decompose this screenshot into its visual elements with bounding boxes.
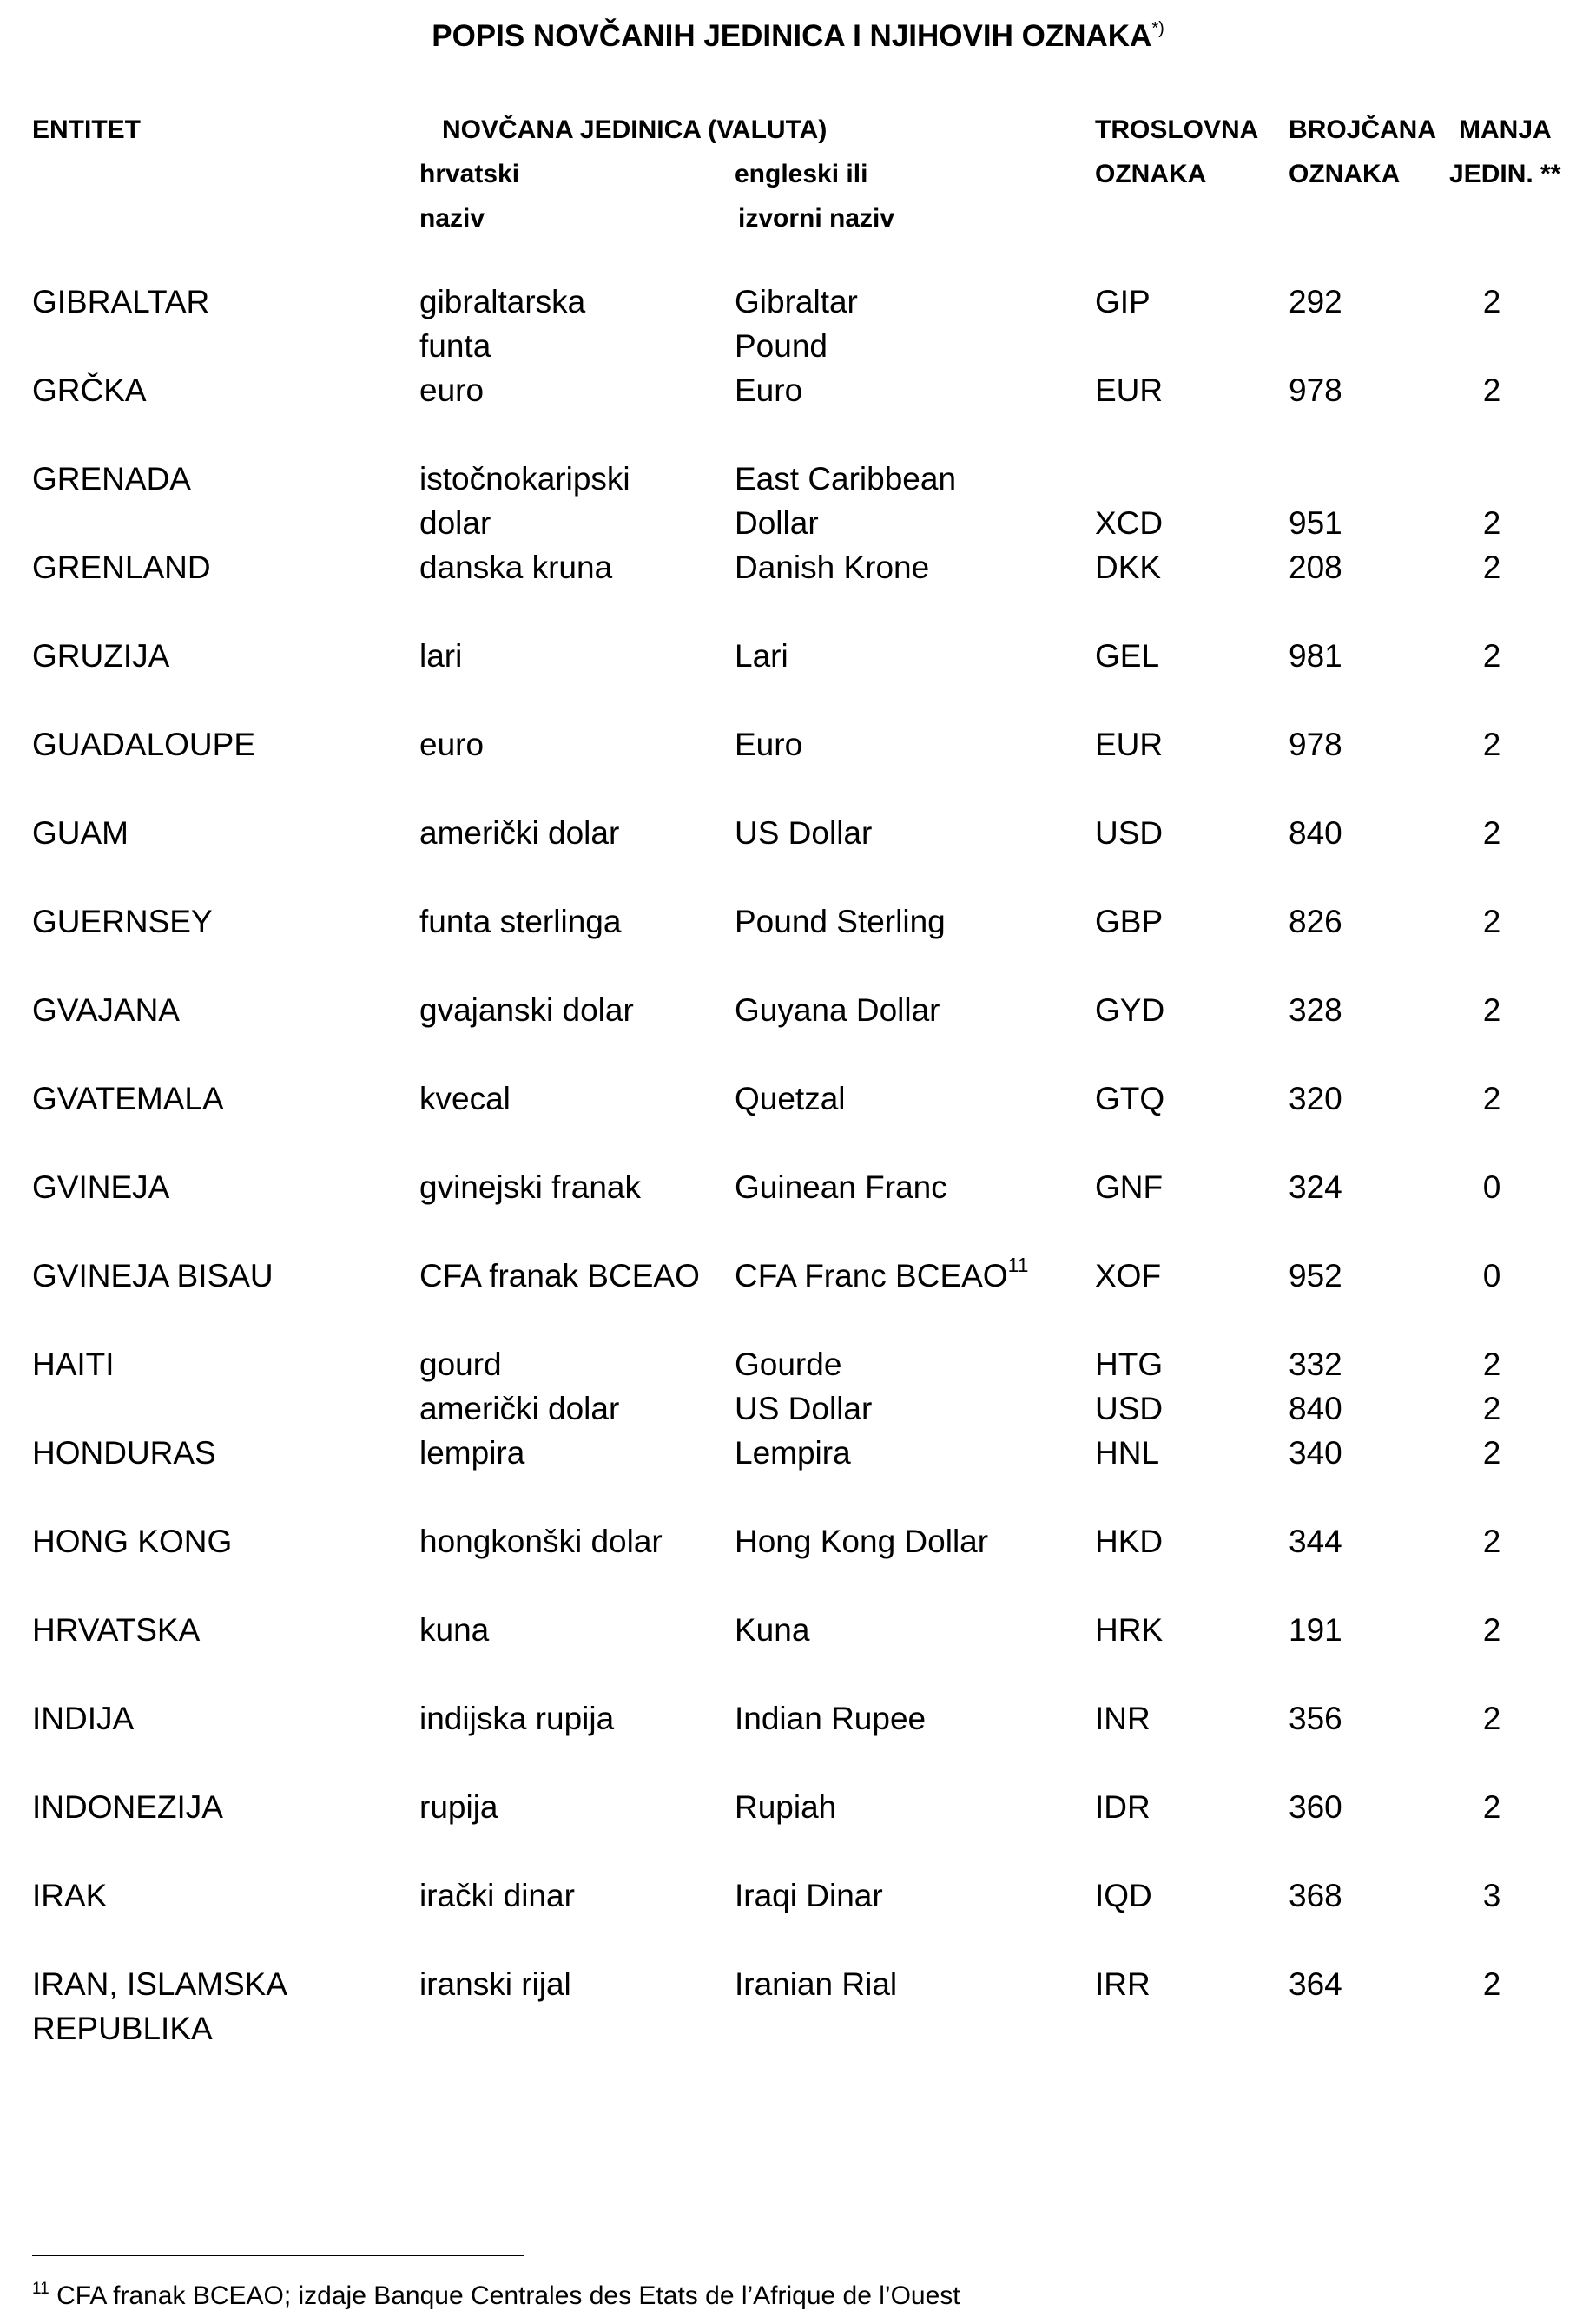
entity-cell xyxy=(32,1431,397,1475)
entity-cell-text: HONDURAS xyxy=(32,1435,216,1471)
entity-cell xyxy=(32,280,397,324)
alpha-code-cell xyxy=(1095,457,1163,545)
alpha-code-cell-text: HKD xyxy=(1095,1524,1164,1559)
entity-cell-text: HONG KONG xyxy=(32,1524,233,1559)
croatian-name-cell xyxy=(419,1254,700,1298)
entity-cell-text: GUADALOUPE xyxy=(32,727,256,762)
entity-cell-text: HRVATSKA xyxy=(32,1612,201,1648)
entity-cell xyxy=(32,1342,397,1386)
minor-unit-cell-text: 2 xyxy=(1482,1435,1501,1471)
title-footnote-mark: *) xyxy=(1151,19,1164,38)
numeric-code-cell xyxy=(1289,1519,1342,1564)
numeric-code-cell-text: 978 xyxy=(1289,727,1342,762)
table-row xyxy=(0,1342,1596,1426)
entity-cell-text: GVINEJA xyxy=(32,1169,170,1205)
numeric-code-cell-text: 324 xyxy=(1289,1169,1342,1205)
minor-unit-cell-text: 2 xyxy=(1482,1524,1501,1559)
table-row xyxy=(0,811,1596,855)
croatian-name-cell-text: gvajanski dolar xyxy=(419,992,634,1028)
table-row xyxy=(0,722,1596,767)
entity-cell-text: GVAJANA xyxy=(32,992,180,1028)
entity-cell xyxy=(32,1873,397,1918)
croatian-name-cell xyxy=(419,1696,614,1741)
numeric-code-cell xyxy=(1289,368,1342,412)
english-name-cell xyxy=(735,722,802,767)
alpha-code-cell xyxy=(1095,1962,1151,2006)
header-currency-group: NOVČANA JEDINICA (VALUTA) xyxy=(442,115,828,144)
numeric-code-cell-text: 320 xyxy=(1289,1081,1342,1116)
minor-unit-cell-text: 2 xyxy=(1482,904,1501,939)
header-numeric-1: BROJČANA xyxy=(1289,115,1437,144)
table-row xyxy=(0,899,1596,944)
alpha-code-cell xyxy=(1095,722,1163,767)
entity-cell-text: IRAK xyxy=(32,1878,108,1913)
numeric-code-cell xyxy=(1289,634,1342,678)
entity-cell-text: GUAM xyxy=(32,815,129,851)
alpha-code-cell xyxy=(1095,1519,1163,1564)
numeric-code-cell xyxy=(1289,1962,1342,2006)
english-name-cell xyxy=(735,280,858,368)
footnote xyxy=(32,2280,960,2311)
numeric-code-cell-text: 364 xyxy=(1289,1966,1342,2002)
croatian-name-cell-text: euro xyxy=(419,727,485,762)
minor-unit-cell xyxy=(1467,988,1516,1032)
english-name-cell-text: Guinean Franc xyxy=(735,1169,947,1205)
english-name-cell xyxy=(735,1165,947,1209)
footnote-reference: 11 xyxy=(1007,1254,1029,1276)
numeric-code-cell-text: 978 xyxy=(1289,372,1342,408)
minor-unit-cell xyxy=(1467,280,1516,324)
english-name-cell-text: Iraqi Dinar xyxy=(735,1878,883,1913)
croatian-name-cell xyxy=(419,1873,575,1918)
entity-cell xyxy=(32,1962,397,2051)
numeric-code-cell xyxy=(1289,899,1342,944)
minor-unit-cell xyxy=(1467,1431,1516,1475)
croatian-name-cell-text: rupija xyxy=(419,1789,498,1825)
numeric-code-cell xyxy=(1289,988,1342,1032)
minor-unit-cell-text: 2 xyxy=(1482,505,1501,541)
entity-cell xyxy=(32,1254,397,1298)
english-name-cell xyxy=(735,1962,897,2006)
entity-cell-text: GIBRALTAR xyxy=(32,284,210,319)
numeric-code-cell-text: 191 xyxy=(1289,1612,1342,1648)
minor-unit-cell xyxy=(1467,1254,1516,1298)
alpha-code-cell xyxy=(1095,1608,1163,1652)
minor-unit-cell xyxy=(1467,634,1516,678)
minor-unit-cell-text: 2 xyxy=(1482,1612,1501,1648)
header-alpha-2: OZNAKA xyxy=(1095,160,1207,188)
numeric-code-cell-text: 208 xyxy=(1289,550,1342,585)
english-name-cell xyxy=(735,368,802,412)
table-row xyxy=(0,1165,1596,1209)
entity-cell xyxy=(32,1076,397,1121)
table-row xyxy=(0,1873,1596,1918)
alpha-code-cell xyxy=(1095,1342,1163,1431)
english-name-cell-text: Hong Kong Dollar xyxy=(735,1524,989,1559)
croatian-name-cell-text: funta sterlinga xyxy=(419,904,622,939)
croatian-name-cell xyxy=(419,280,585,368)
numeric-code-cell-text: 981 xyxy=(1289,638,1342,674)
table-row xyxy=(0,1519,1596,1564)
minor-unit-cell xyxy=(1467,1608,1516,1652)
croatian-name-cell xyxy=(419,1165,641,1209)
alpha-code-cell xyxy=(1095,1785,1151,1829)
minor-unit-cell xyxy=(1467,1342,1516,1431)
footnote-number: 11 xyxy=(32,2280,49,2298)
alpha-code-cell-text: IQD xyxy=(1095,1878,1152,1913)
alpha-code-cell-text: GEL xyxy=(1095,638,1160,674)
croatian-name-cell-text: gibraltarska funta xyxy=(419,284,586,364)
numeric-code-cell-text: 344 xyxy=(1289,1524,1342,1559)
croatian-name-cell xyxy=(419,1431,524,1475)
minor-unit-cell-text: 2 xyxy=(1482,815,1501,851)
entity-cell xyxy=(32,811,397,855)
croatian-name-cell xyxy=(419,545,612,589)
minor-unit-cell xyxy=(1467,1076,1516,1121)
numeric-code-cell-text: 292 xyxy=(1289,284,1342,319)
table-row xyxy=(0,1962,1596,2051)
table-row xyxy=(0,634,1596,678)
english-name-cell xyxy=(735,988,940,1032)
minor-unit-cell xyxy=(1467,545,1516,589)
croatian-name-cell-text: iranski rijal xyxy=(419,1966,571,2002)
header-alpha-1: TROSLOVNA xyxy=(1095,115,1259,144)
alpha-code-cell xyxy=(1095,545,1161,589)
alpha-code-cell-text: IDR xyxy=(1095,1789,1151,1825)
alpha-code-cell xyxy=(1095,1431,1159,1475)
alpha-code-cell xyxy=(1095,1696,1151,1741)
header-entity: ENTITET xyxy=(32,115,141,144)
english-name-cell-text: Euro xyxy=(735,372,803,408)
english-name-cell-text: East Caribbean Dollar xyxy=(735,461,957,541)
table-row xyxy=(0,280,1596,364)
alpha-code-cell xyxy=(1095,899,1163,944)
header-numeric-2: OZNAKA xyxy=(1289,160,1401,188)
minor-unit-cell-text: 2 xyxy=(1482,1081,1501,1116)
alpha-code-cell-text: GYD xyxy=(1095,992,1165,1028)
english-name-cell xyxy=(735,457,956,545)
alpha-code-cell xyxy=(1095,368,1163,412)
minor-unit-cell-text: 2 xyxy=(1482,727,1501,762)
english-name-cell xyxy=(735,1076,846,1121)
english-name-cell-text: Lempira xyxy=(735,1435,851,1471)
numeric-code-cell-text: 356 xyxy=(1289,1701,1342,1736)
entity-cell-text: GUERNSEY xyxy=(32,904,213,939)
minor-unit-cell-text: 2 xyxy=(1482,992,1501,1028)
numeric-code-cell-text: 368 xyxy=(1289,1878,1342,1913)
entity-cell-text: GRČKA xyxy=(32,372,147,408)
croatian-name-cell xyxy=(419,368,484,412)
minor-unit-cell xyxy=(1467,1165,1516,1209)
alpha-code-cell-text: DKK xyxy=(1095,550,1162,585)
table-row xyxy=(0,988,1596,1032)
table-row xyxy=(0,1254,1596,1298)
numeric-code-cell-text: 840 xyxy=(1289,815,1342,851)
minor-unit-cell xyxy=(1467,1519,1516,1564)
minor-unit-cell-text: 2 xyxy=(1482,1966,1501,2002)
alpha-code-cell xyxy=(1095,1873,1152,1918)
minor-unit-cell-text: 2 xyxy=(1482,638,1501,674)
numeric-code-cell xyxy=(1289,1254,1342,1298)
numeric-code-cell xyxy=(1289,811,1342,855)
entity-cell xyxy=(32,1785,397,1829)
header-minor-2: JEDIN. ** xyxy=(1449,160,1561,188)
table-row xyxy=(0,545,1596,589)
english-name-cell-text: Iranian Rial xyxy=(735,1966,898,2002)
english-name-cell-text: Lari xyxy=(735,638,788,674)
table-row xyxy=(0,1076,1596,1121)
english-name-cell-text: Indian Rupee xyxy=(735,1701,927,1736)
numeric-code-cell xyxy=(1289,545,1342,589)
entity-cell xyxy=(32,899,397,944)
alpha-code-cell-text: INR xyxy=(1095,1701,1151,1736)
numeric-code-cell-text: 952 xyxy=(1289,1258,1342,1294)
entity-cell-text: INDIJA xyxy=(32,1701,135,1736)
minor-unit-cell xyxy=(1467,457,1516,545)
english-name-cell xyxy=(735,1254,1028,1298)
numeric-code-cell-text: 332 840 xyxy=(1289,1346,1342,1426)
entity-cell-text: GRUZIJA xyxy=(32,638,170,674)
alpha-code-cell-text: EUR xyxy=(1095,727,1164,762)
entity-cell xyxy=(32,1608,397,1652)
croatian-name-cell-text: hongkonški dolar xyxy=(419,1524,663,1559)
entity-cell-text: HAITI xyxy=(32,1346,115,1382)
minor-unit-cell-text: 0 xyxy=(1482,1258,1501,1294)
alpha-code-cell-text: HTG USD xyxy=(1095,1346,1164,1426)
table-row xyxy=(0,1785,1596,1829)
croatian-name-cell-text: indijska rupija xyxy=(419,1701,615,1736)
minor-unit-cell xyxy=(1467,1785,1516,1829)
english-name-cell xyxy=(735,1608,809,1652)
entity-cell-text: GRENLAND xyxy=(32,550,211,585)
entity-cell-text: GRENADA xyxy=(32,461,191,497)
english-name-cell xyxy=(735,1873,883,1918)
english-name-cell-text: Gourde US Dollar xyxy=(735,1346,873,1426)
entity-cell-text: IRAN, ISLAMSKA REPUBLIKA xyxy=(32,1966,288,2046)
entity-cell xyxy=(32,368,397,412)
alpha-code-cell-text: USD xyxy=(1095,815,1164,851)
alpha-code-cell-text: GBP xyxy=(1095,904,1164,939)
entity-cell xyxy=(32,545,397,589)
croatian-name-cell-text: kuna xyxy=(419,1612,490,1648)
minor-unit-cell xyxy=(1467,1962,1516,2006)
entity-cell xyxy=(32,634,397,678)
title-text: POPIS NOVČANIH JEDINICA I NJIHOVIH OZNAKA xyxy=(432,19,1152,53)
numeric-code-cell xyxy=(1289,457,1342,545)
minor-unit-cell-text: 2 xyxy=(1482,284,1501,319)
english-name-cell-text: Danish Krone xyxy=(735,550,930,585)
croatian-name-cell-text: istočnokaripski dolar xyxy=(419,461,630,541)
alpha-code-cell-text: GIP xyxy=(1095,284,1151,319)
english-name-cell-text: CFA Franc BCEAO xyxy=(735,1258,1008,1294)
alpha-code-cell-text: GNF xyxy=(1095,1169,1164,1205)
croatian-name-cell-text: danska kruna xyxy=(419,550,613,585)
croatian-name-cell xyxy=(419,457,630,545)
alpha-code-cell xyxy=(1095,1165,1163,1209)
numeric-code-cell xyxy=(1289,1431,1342,1475)
english-name-cell xyxy=(735,899,946,944)
english-name-cell xyxy=(735,1785,836,1829)
alpha-code-cell-text: EUR xyxy=(1095,372,1164,408)
english-name-cell-text: Gibraltar Pound xyxy=(735,284,858,364)
minor-unit-cell-text: 2 xyxy=(1482,1789,1501,1825)
entity-cell-text: GVINEJA BISAU xyxy=(32,1258,274,1294)
entity-cell xyxy=(32,1519,397,1564)
croatian-name-cell-text: američki dolar xyxy=(419,815,620,851)
croatian-name-cell xyxy=(419,634,462,678)
croatian-name-cell xyxy=(419,1962,571,2006)
entity-cell-text: INDONEZIJA xyxy=(32,1789,223,1825)
header-minor-1: MANJA xyxy=(1459,115,1552,144)
numeric-code-cell xyxy=(1289,1696,1342,1741)
currency-table xyxy=(0,280,1596,2095)
minor-unit-cell xyxy=(1467,1873,1516,1918)
header-english-2: izvorni naziv xyxy=(738,204,895,233)
footnote-divider xyxy=(32,2255,524,2256)
table-row xyxy=(0,1696,1596,1741)
numeric-code-cell-text: 951 xyxy=(1289,505,1342,541)
minor-unit-cell xyxy=(1467,722,1516,767)
minor-unit-cell-text: 2 xyxy=(1482,550,1501,585)
croatian-name-cell-text: lempira xyxy=(419,1435,525,1471)
header-croatian-1: hrvatski xyxy=(419,160,520,188)
english-name-cell xyxy=(735,545,929,589)
table-row xyxy=(0,1431,1596,1475)
numeric-code-cell xyxy=(1289,1785,1342,1829)
header-english-1: engleski ili xyxy=(735,160,868,188)
numeric-code-cell xyxy=(1289,1076,1342,1121)
alpha-code-cell xyxy=(1095,811,1163,855)
minor-unit-cell-text: 2 xyxy=(1482,372,1501,408)
croatian-name-cell xyxy=(419,988,634,1032)
numeric-code-cell-text: 340 xyxy=(1289,1435,1342,1471)
minor-unit-cell-text: 2 xyxy=(1482,1701,1501,1736)
numeric-code-cell xyxy=(1289,1873,1342,1918)
minor-unit-cell xyxy=(1467,368,1516,412)
minor-unit-cell-text: 2 2 xyxy=(1482,1346,1501,1426)
minor-unit-cell-text: 0 xyxy=(1482,1169,1501,1205)
english-name-cell-text: US Dollar xyxy=(735,815,873,851)
english-name-cell xyxy=(735,634,788,678)
english-name-cell-text: Kuna xyxy=(735,1612,810,1648)
alpha-code-cell xyxy=(1095,1254,1161,1298)
table-row xyxy=(0,1608,1596,1652)
croatian-name-cell xyxy=(419,1076,511,1121)
english-name-cell-text: Guyana Dollar xyxy=(735,992,940,1028)
alpha-code-cell xyxy=(1095,1076,1164,1121)
english-name-cell xyxy=(735,1431,851,1475)
croatian-name-cell xyxy=(419,1785,498,1829)
page-title xyxy=(0,19,1596,54)
numeric-code-cell-text: 360 xyxy=(1289,1789,1342,1825)
alpha-code-cell-text: HRK xyxy=(1095,1612,1164,1648)
alpha-code-cell xyxy=(1095,988,1164,1032)
alpha-code-cell-text: GTQ xyxy=(1095,1081,1165,1116)
english-name-cell xyxy=(735,1342,872,1431)
english-name-cell-text: Quetzal xyxy=(735,1081,846,1116)
minor-unit-cell-text: 3 xyxy=(1482,1878,1501,1913)
numeric-code-cell xyxy=(1289,1165,1342,1209)
croatian-name-cell xyxy=(419,1519,663,1564)
entity-cell xyxy=(32,1696,397,1741)
croatian-name-cell-text: CFA franak BCEAO xyxy=(419,1258,700,1294)
numeric-code-cell xyxy=(1289,280,1342,324)
alpha-code-cell-text: XCD xyxy=(1095,505,1164,541)
alpha-code-cell xyxy=(1095,280,1151,324)
numeric-code-cell xyxy=(1289,722,1342,767)
croatian-name-cell-text: euro xyxy=(419,372,485,408)
english-name-cell xyxy=(735,1519,988,1564)
minor-unit-cell xyxy=(1467,1696,1516,1741)
entity-cell xyxy=(32,457,397,501)
croatian-name-cell-text: irački dinar xyxy=(419,1878,575,1913)
english-name-cell-text: Rupiah xyxy=(735,1789,837,1825)
numeric-code-cell-text: 826 xyxy=(1289,904,1342,939)
alpha-code-cell xyxy=(1095,634,1159,678)
numeric-code-cell xyxy=(1289,1608,1342,1652)
english-name-cell-text: Pound Sterling xyxy=(735,904,946,939)
croatian-name-cell-text: gvinejski franak xyxy=(419,1169,642,1205)
entity-cell xyxy=(32,1165,397,1209)
numeric-code-cell-text: 328 xyxy=(1289,992,1342,1028)
english-name-cell xyxy=(735,1696,926,1741)
croatian-name-cell xyxy=(419,899,621,944)
croatian-name-cell-text: gourd američki dolar xyxy=(419,1346,620,1426)
croatian-name-cell xyxy=(419,1608,489,1652)
entity-cell-text: GVATEMALA xyxy=(32,1081,224,1116)
alpha-code-cell-text: HNL xyxy=(1095,1435,1160,1471)
numeric-code-cell xyxy=(1289,1342,1342,1431)
croatian-name-cell xyxy=(419,722,484,767)
croatian-name-cell xyxy=(419,811,619,855)
table-row xyxy=(0,457,1596,541)
entity-cell xyxy=(32,722,397,767)
english-name-cell xyxy=(735,811,872,855)
alpha-code-cell-text: XOF xyxy=(1095,1258,1162,1294)
header-croatian-2: naziv xyxy=(419,204,485,233)
croatian-name-cell-text: lari xyxy=(419,638,463,674)
alpha-code-cell-text: IRR xyxy=(1095,1966,1151,2002)
footnote-text: CFA franak BCEAO; izdaje Banque Centrales des Etats de l’Afrique de l’Ouest xyxy=(56,2281,960,2310)
minor-unit-cell xyxy=(1467,811,1516,855)
table-row xyxy=(0,368,1596,412)
minor-unit-cell xyxy=(1467,899,1516,944)
entity-cell xyxy=(32,988,397,1032)
croatian-name-cell xyxy=(419,1342,619,1431)
english-name-cell-text: Euro xyxy=(735,727,803,762)
croatian-name-cell-text: kvecal xyxy=(419,1081,511,1116)
